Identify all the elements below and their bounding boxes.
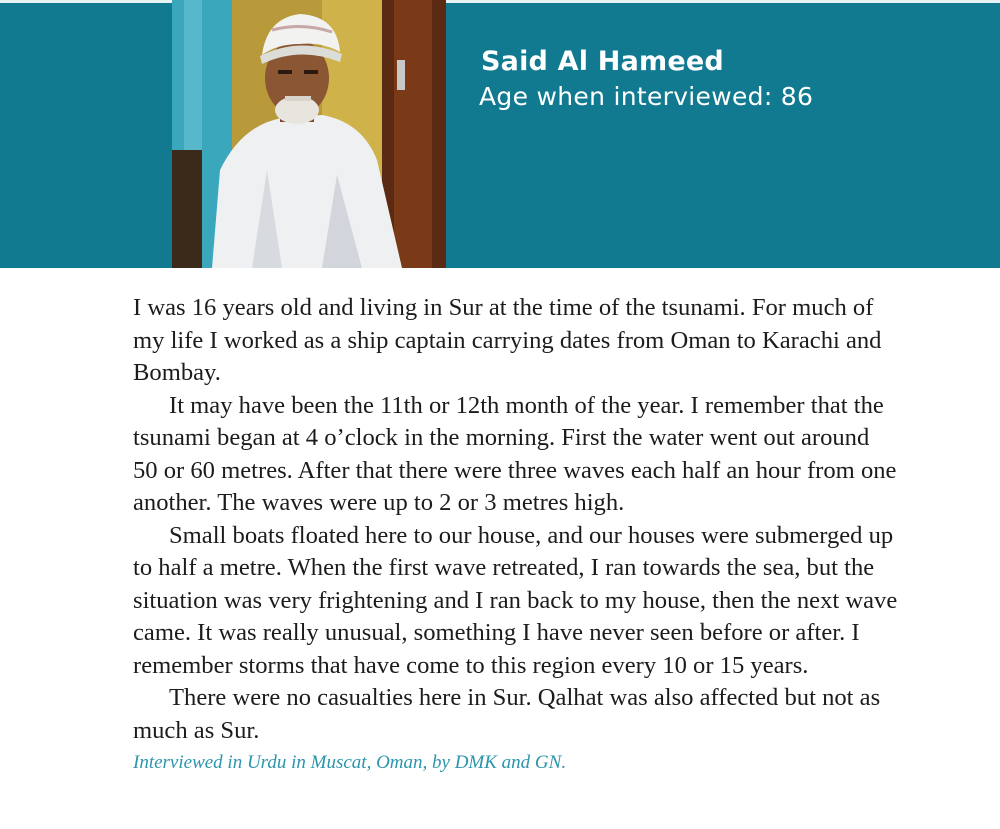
paragraph-1	[133, 292, 973, 390]
paragraph-4	[133, 682, 973, 747]
text-line: It may have been the 11th or 12th month of the year. I remember that the	[169, 391, 884, 419]
text-line: much as Sur.	[133, 716, 260, 744]
header-band	[0, 0, 1000, 268]
text-line: my life I worked as a ship captain carrying dates from Oman to Karachi and	[133, 326, 882, 354]
text-line: Bombay.	[133, 359, 221, 386]
text-line: There were no casualties here in Sur. Qalhat was also affected but not as	[169, 684, 881, 711]
paragraph-2	[133, 390, 973, 520]
interview-text	[133, 292, 973, 747]
text-line: to half a metre. When the first wave retreated, I ran towards the sea, but the	[133, 554, 875, 581]
text-line: I was 16 years old and living in Sur at the time of the tsunami. For much of	[133, 294, 874, 321]
text-line: Small boats floated here to our house, and our houses were submerged up	[169, 521, 894, 549]
portrait-illustration	[172, 0, 446, 268]
text-line: another. The waves were up to 2 or 3 metres high.	[133, 489, 625, 516]
interviewee-age: Age when interviewed: 86	[479, 82, 814, 111]
interviewee-name: Said Al Hameed	[481, 46, 724, 77]
text-line: situation was very frightening and I ran back to my house, then the next wave	[133, 586, 898, 614]
text-line: came. It was really unusual, something I have never seen before or after. I	[133, 619, 860, 646]
text-line: remember storms that have come to this region every 10 or 15 years.	[133, 651, 809, 679]
header-top-rule	[0, 0, 1000, 3]
text-line: 50 or 60 metres. After that there were three waves each half an hour from one	[133, 456, 897, 484]
paragraph-3	[133, 520, 973, 683]
text-line: tsunami began at 4 o’clock in the morning. First the water went out around	[133, 424, 870, 451]
portrait-photo	[172, 0, 446, 268]
interview-credit: Interviewed in Urdu in Muscat, Oman, by DMK and GN.	[133, 752, 567, 773]
